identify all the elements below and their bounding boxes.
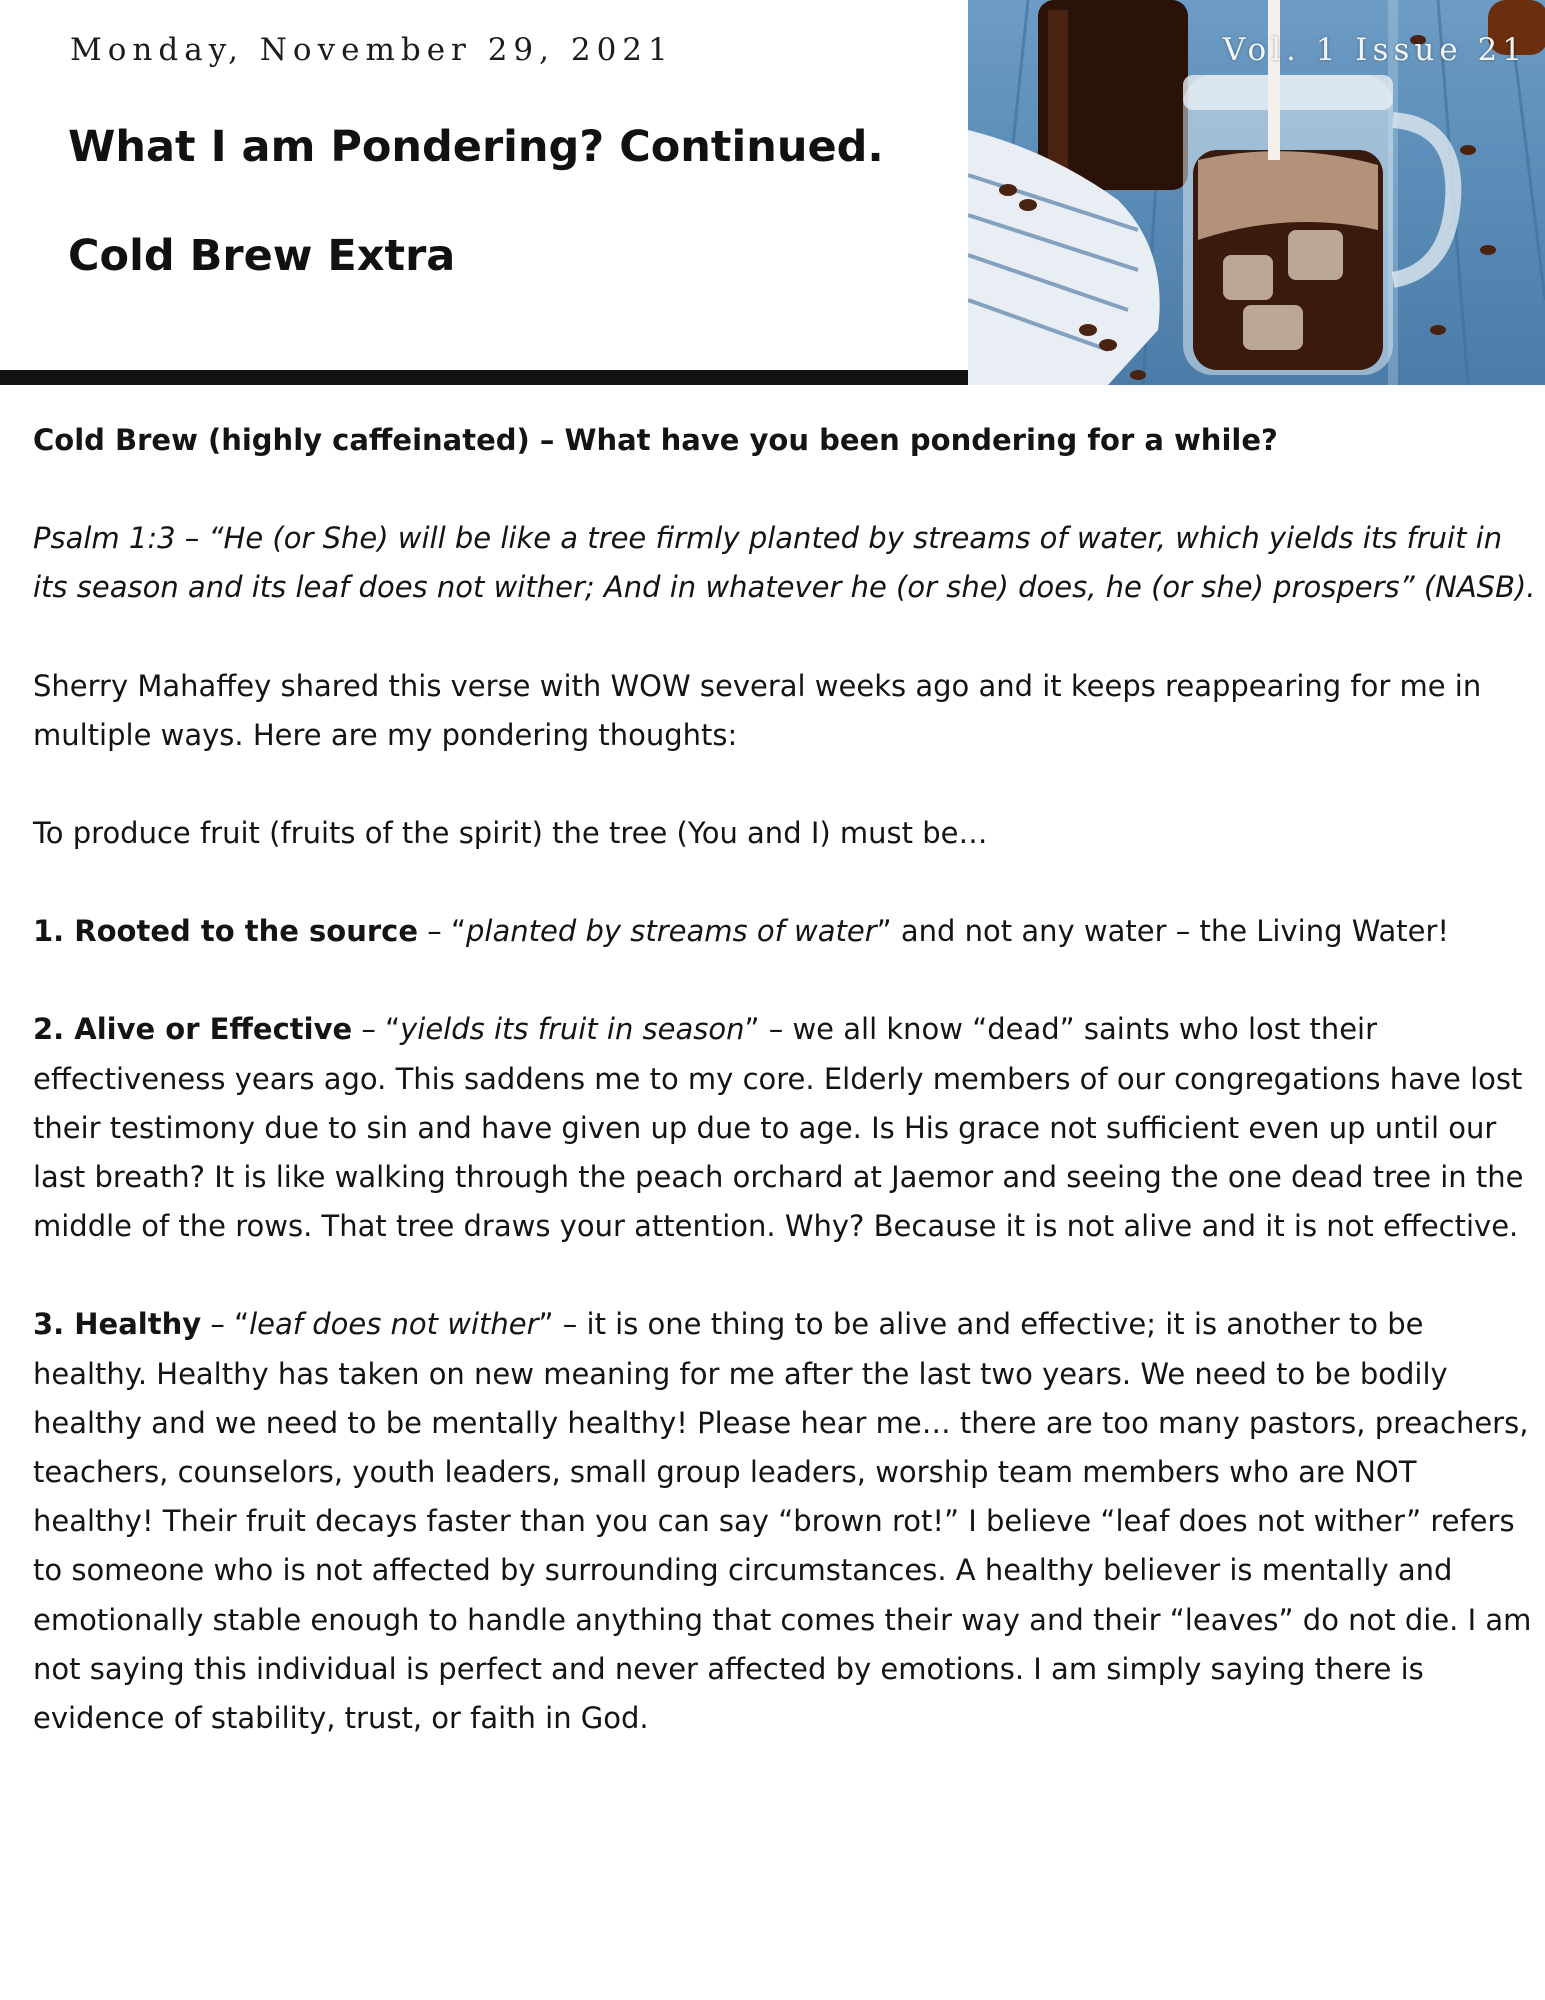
newsletter-header — [0, 0, 1545, 385]
point-quote: leaf does not wither — [249, 1307, 539, 1342]
masthead — [0, 0, 968, 370]
page-title: What I am Pondering? Continued. — [68, 122, 884, 172]
setup-paragraph: To produce fruit (fruits of the spirit) the tree (You and I) must be… — [33, 816, 988, 851]
point-dash: – “ — [418, 914, 466, 949]
point-rooted — [33, 907, 1538, 956]
point-dash: – “ — [352, 1012, 401, 1047]
point-text: ” – we all know “dead” saints who lost their effectiveness years ago. This saddens me to my core. Elderly members of our congregations have lost their testimony due to sin and have given up due to age. Is His grace not sufficient even up until our last breath? It is like walking through the peach orchard at Jaemor and seeing the one dead tree in the middle of the rows. That tree draws your attention. Why? Because it is not alive and it is not effective. — [33, 1012, 1524, 1244]
point-text: ” and not any water – the Living Water! — [876, 914, 1450, 949]
intro-paragraph: Sherry Mahaffey shared this verse with WOW several weeks ago and it keeps reappearing for me in multiple ways. Here are my pondering thoughts: — [33, 668, 1482, 752]
scripture-verse: Psalm 1:3 – “He (or She) will be like a tree firmly planted by streams of water, which yields its fruit in its season and its leaf does not wither; And in whatever he (or she) does, he (or she) prospers” (NASB). — [33, 521, 1536, 605]
issue-number: Vol. 1 Issue 21 — [1222, 32, 1527, 68]
point-quote: yields its fruit in season — [400, 1012, 745, 1047]
issue-date: Monday, November 29, 2021 — [70, 32, 674, 68]
article-body — [33, 416, 1538, 1792]
point-quote: planted by streams of water — [465, 914, 877, 949]
point-heading: 1. Rooted to the source — [33, 914, 419, 949]
header-divider — [0, 370, 968, 385]
cold-brew-photo — [968, 0, 1545, 385]
article-lead: Cold Brew (highly caffeinated) – What have you been pondering for a while? — [33, 423, 1278, 457]
section-title: Cold Brew Extra — [68, 231, 456, 281]
point-text: ” – it is one thing to be alive and effective; it is another to be healthy. Healthy has taken on new meaning for me after the last two years. We need to be bodily healthy and we need to be mentally healthy! Please hear me… there are too many pastors, preachers, teachers, counselors, youth leaders, small group leaders, worship team members who are NOT healthy! Their fruit decays faster than you can say “brown rot!” I believe “leaf does not wither” refers to someone who is not affected by surrounding circumstances. A healthy believer is mentally and emotionally stable enough to handle anything that comes their way and their “leaves” do not die. I am not saying this individual is perfect and never affected by emotions. I am simply saying there is evidence of stability, trust, or faith in God. — [33, 1307, 1532, 1736]
point-healthy — [33, 1300, 1538, 1743]
point-dash: – “ — [201, 1307, 250, 1342]
point-heading: 2. Alive or Effective — [33, 1012, 353, 1047]
point-alive — [33, 1005, 1538, 1251]
point-heading: 3. Healthy — [33, 1307, 202, 1342]
